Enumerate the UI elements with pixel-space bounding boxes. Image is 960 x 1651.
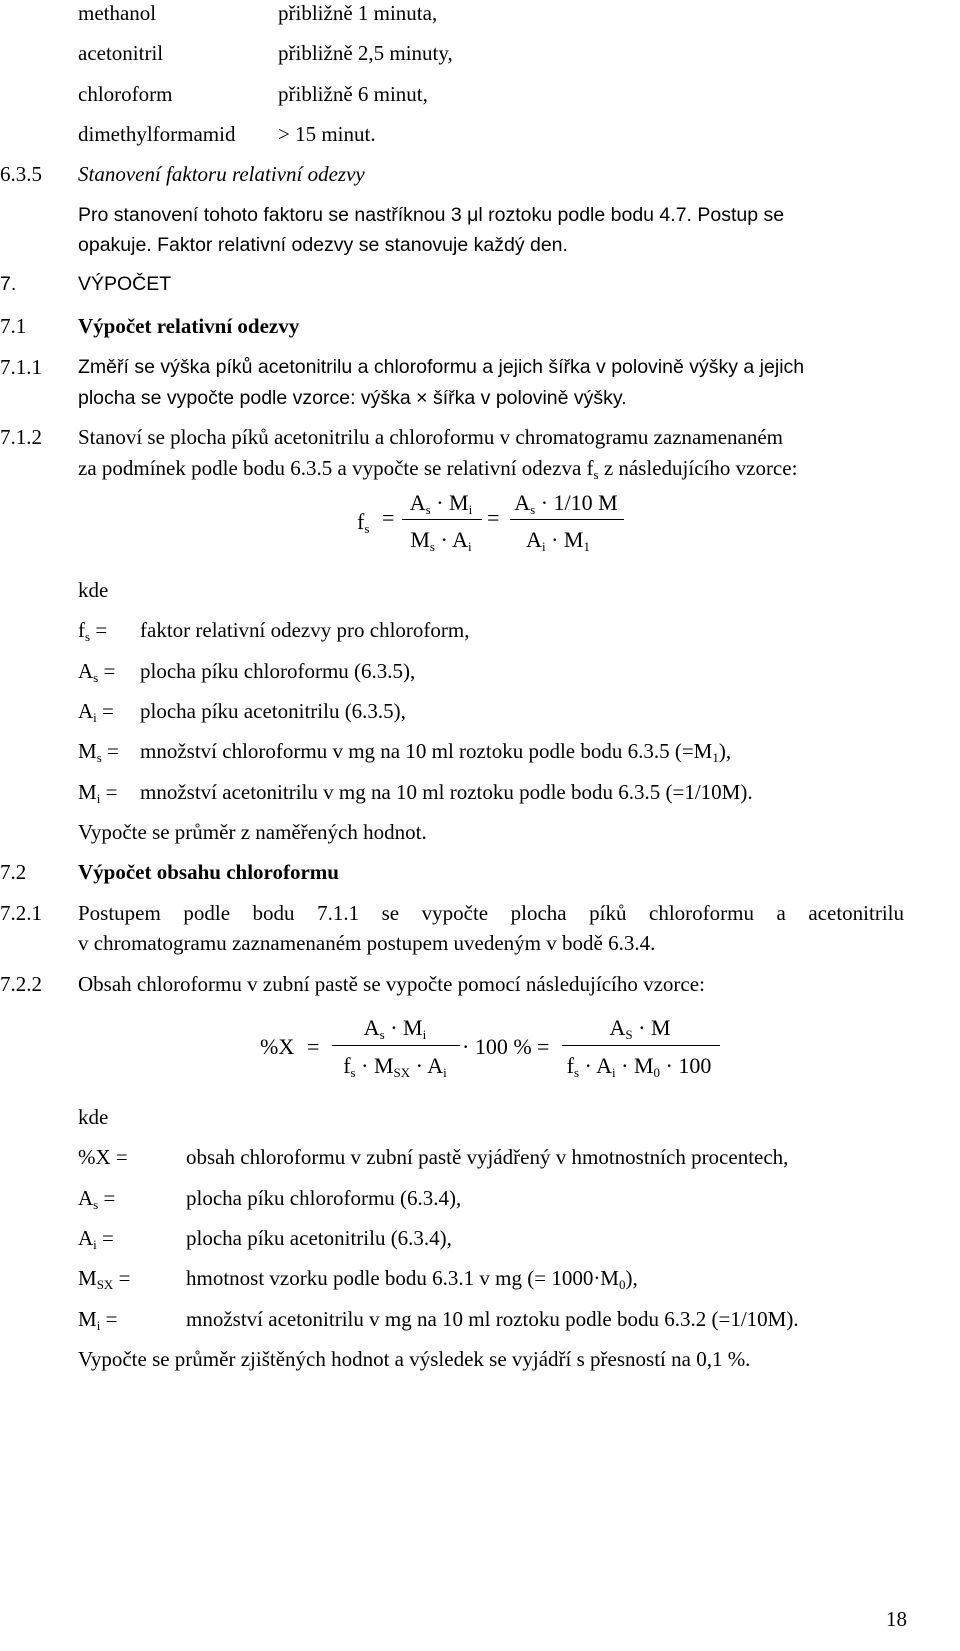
- section-number: 7.2.1: [0, 901, 42, 925]
- fraction-denominator: $f_s \cdot A_i \cdot M_0 \cdot 100$: [566, 1053, 712, 1080]
- section-title: Stanovení faktoru relativní odezvy: [78, 162, 365, 186]
- definition-symbol: %X =: [78, 1145, 128, 1169]
- fraction-numerator: $A_s \cdot 1/10$ M: [514, 490, 618, 517]
- definition-text: množství acetonitrilu v mg na 10 ml roztoku podle bodu 6.3.2 (=1/10M).: [186, 1307, 799, 1331]
- solvent-name: methanol: [78, 1, 157, 25]
- paragraph-line: opakuje. Faktor relativní odezvy se stanovuje každý den.: [78, 234, 568, 256]
- section-number: 7.2.2: [0, 972, 42, 996]
- multiplier: · 100 %: [462, 1034, 532, 1059]
- section-title: VÝPOČET: [78, 273, 172, 295]
- equals-sign: =: [382, 505, 395, 530]
- equals-sign: =: [537, 1034, 550, 1059]
- definition-text: faktor relativní odezvy pro chloroform,: [140, 618, 470, 642]
- fraction-numerator: $A_s \cdot M_i$: [363, 1015, 427, 1042]
- definition-text: množství chloroformu v mg na 10 ml roztoku podle bodu 6.3.5 $(=M_1)$,: [140, 739, 732, 765]
- definition-text: plocha píku chloroformu (6.3.4),: [186, 1186, 462, 1210]
- paragraph-line: Obsah chloroformu v zubní pastě se vypočte pomocí následujícího vzorce:: [78, 972, 705, 996]
- solvent-time: přibližně 6 minut,: [278, 82, 428, 106]
- definition-text: množství acetonitrilu v mg na 10 ml roztoku podle bodu 6.3.5 (=1/10M).: [140, 780, 753, 804]
- definition-symbol: $M_i$ =: [78, 780, 118, 806]
- solvent-time: přibližně 2,5 minuty,: [278, 41, 453, 65]
- solvent-name: chloroform: [78, 82, 173, 106]
- fraction-numerator: $A_S \cdot M$: [609, 1015, 671, 1042]
- section-number: 7.1.1: [0, 355, 42, 379]
- fraction-bar: [510, 519, 624, 520]
- formula-lhs: $f_s$: [357, 509, 370, 536]
- section-number: 7.: [0, 273, 17, 295]
- definition-symbol: $A_i$ =: [78, 1226, 114, 1252]
- paragraph-line: Vypočte se průměr zjištěných hodnot a výsledek se vyjádří s přesností na 0,1 %.: [78, 1347, 751, 1371]
- definition-symbol: $M_s$ =: [78, 739, 119, 765]
- fraction-bar: [562, 1045, 720, 1046]
- definition-text: plocha píku acetonitrilu (6.3.5),: [140, 699, 406, 723]
- equals-sign: =: [307, 1034, 320, 1059]
- page-number: 18: [886, 1607, 907, 1631]
- paragraph-line: Změří se výška píků acetonitrilu a chloroformu a jejich šířka v polovině výšky a jejich: [78, 356, 805, 378]
- definition-symbol: $A_s$ =: [78, 1186, 116, 1212]
- fraction-bar: [332, 1045, 460, 1046]
- definition-text: hmotnost vzorku podle bodu 6.3.1 v mg (= $1000\cdot M_0$),: [186, 1266, 638, 1292]
- formula-lhs: %X: [260, 1034, 295, 1059]
- paragraph-line: v chromatogramu zaznamenaném postupem uvedeným v bodě 6.3.4.: [78, 931, 656, 955]
- paragraph-line: Postupem podle bodu 7.1.1 se vypočte plocha píků chloroformu a acetonitrilu: [78, 901, 904, 925]
- paragraph-line: plocha se vypočte podle vzorce: výška × šířka v polovině výšky.: [78, 387, 627, 409]
- definition-symbol: $A_i$ =: [78, 699, 114, 725]
- definition-symbol: $M_i$ =: [78, 1307, 118, 1333]
- solvent-name: dimethylformamid: [78, 122, 236, 146]
- fraction-denominator: $A_i \cdot M_1$: [526, 527, 590, 554]
- solvent-time: > 15 minut.: [278, 122, 376, 146]
- definition-text: plocha píku acetonitrilu (6.3.4),: [186, 1226, 452, 1250]
- fraction-numerator: $A_s \cdot M_i$: [409, 490, 473, 517]
- kde-label: kde: [78, 1105, 109, 1129]
- section-title: Výpočet relativní odezvy: [78, 314, 300, 338]
- solvent-name: acetonitril: [78, 41, 164, 65]
- section-number: 6.3.5: [0, 162, 42, 186]
- definition-symbol: $M_{SX}$ =: [78, 1266, 131, 1292]
- equals-sign: =: [487, 505, 500, 530]
- definition-text: obsah chloroformu v zubní pastě vyjádřený v hmotnostních procentech,: [186, 1145, 789, 1169]
- section-number: 7.1.2: [0, 425, 42, 449]
- definition-text: plocha píku chloroformu (6.3.5),: [140, 659, 416, 683]
- paragraph-line: Pro stanovení tohoto faktoru se nastříknou 3 μl roztoku podle bodu 4.7. Postup se: [78, 204, 785, 226]
- section-number: 7.1: [0, 314, 27, 338]
- paragraph-line: za podmínek podle bodu 6.3.5 a vypočte se relativní odezva $f_s$ z následujícího vzorce:: [78, 456, 798, 482]
- definition-symbol: $f_s$ =: [78, 618, 108, 644]
- solvent-time: přibližně 1 minuta,: [278, 1, 438, 25]
- kde-label: kde: [78, 578, 109, 602]
- section-number: 7.2: [0, 860, 27, 884]
- section-title: Výpočet obsahu chloroformu: [78, 860, 339, 884]
- definition-symbol: $A_s$ =: [78, 659, 116, 685]
- paragraph-line: Vypočte se průměr z naměřených hodnot.: [78, 820, 427, 844]
- fraction-denominator: $M_s \cdot A_i$: [410, 527, 472, 554]
- fraction-bar: [402, 519, 482, 520]
- paragraph-line: Stanoví se plocha píků acetonitrilu a chloroformu v chromatogramu zaznamenaném: [78, 425, 784, 449]
- fraction-denominator: $f_s \cdot M_{SX} \cdot A_i$: [343, 1053, 447, 1080]
